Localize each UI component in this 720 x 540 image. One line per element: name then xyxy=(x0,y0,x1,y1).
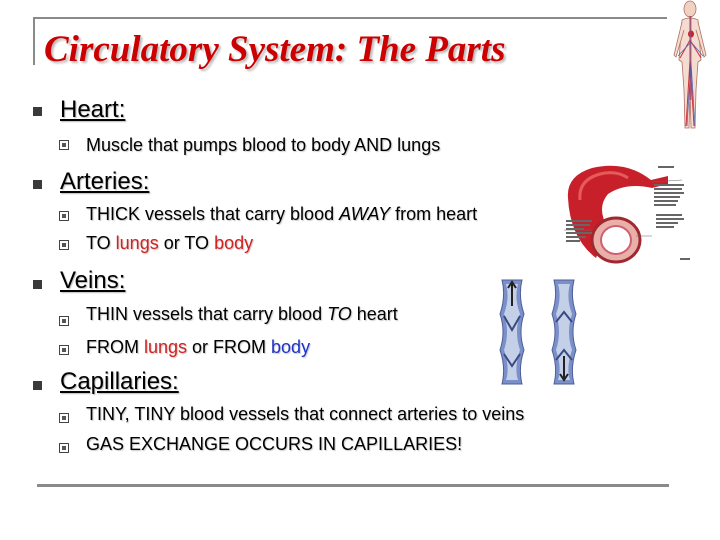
lungs-word: lungs xyxy=(144,337,188,357)
heart-item-1: Muscle that pumps blood to body AND lungs xyxy=(86,135,441,155)
heading-bullet xyxy=(33,180,42,189)
heading-capillaries: Capillaries: xyxy=(60,368,179,395)
arteries-item-1-end: from heart xyxy=(390,204,478,224)
arteries-item-1 xyxy=(86,204,477,225)
heading-arteries: Arteries: xyxy=(60,168,150,195)
lungs-word: lungs xyxy=(115,233,159,253)
veins-item-1-end: heart xyxy=(351,304,398,324)
item-bullet xyxy=(59,345,69,355)
veins-item-1-text: THIN vessels that carry blood xyxy=(86,304,328,324)
heading-bullet xyxy=(33,381,42,390)
human-circulatory-figure-icon xyxy=(668,0,712,130)
arteries-item-2-mid: or TO xyxy=(158,233,215,253)
heading-bullet xyxy=(33,280,42,289)
capillaries-item-1: TINY, TINY blood vessels that connect arteries to veins xyxy=(86,404,525,424)
item-bullet xyxy=(59,140,69,150)
arteries-item-2 xyxy=(86,233,253,254)
veins-item-2 xyxy=(86,337,310,358)
arteries-item-1-text: THICK vessels that carry blood xyxy=(86,204,340,224)
item-bullet xyxy=(59,316,69,326)
capillaries-item-2: GAS EXCHANGE OCCURS IN CAPILLARIES! xyxy=(86,434,463,454)
heading-bullet xyxy=(33,107,42,116)
item-bullet xyxy=(59,211,69,221)
veins-item-2-text: FROM xyxy=(86,337,144,357)
item-bullet xyxy=(59,413,69,423)
bottom-rule xyxy=(37,484,669,487)
body-word: body xyxy=(271,337,311,357)
artery-diagram-icon xyxy=(556,158,696,268)
veins-item-1 xyxy=(86,304,398,325)
away-emphasis: AWAY xyxy=(339,204,391,224)
item-bullet xyxy=(59,240,69,250)
item-bullet xyxy=(59,443,69,453)
title-frame-top xyxy=(33,17,667,19)
veins-item-2-mid: or FROM xyxy=(187,337,272,357)
heading-heart: Heart: xyxy=(60,96,126,123)
heading-veins: Veins: xyxy=(60,267,126,294)
arteries-item-2-text: TO xyxy=(86,233,116,253)
to-emphasis: TO xyxy=(327,304,352,324)
title-frame-left xyxy=(33,17,35,65)
slide-title: Circulatory System: The Parts xyxy=(44,29,506,70)
body-word: body xyxy=(214,233,254,253)
vein-valve-diagram-icon xyxy=(494,276,584,388)
